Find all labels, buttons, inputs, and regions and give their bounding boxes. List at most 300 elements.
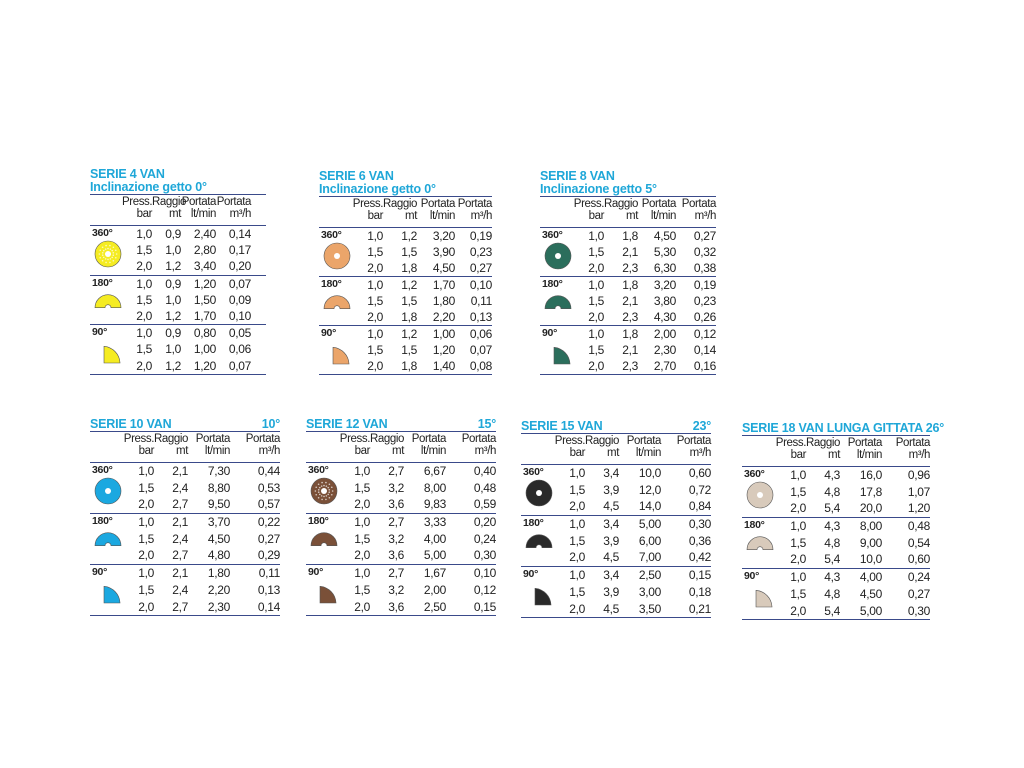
cell-press: 2,0 xyxy=(569,601,585,616)
angle-group xyxy=(540,276,716,325)
nozzle-180-icon xyxy=(323,287,351,315)
nozzle-dot xyxy=(115,249,117,251)
cell-portata-m3: 0,17 xyxy=(228,243,251,258)
cell-raggio: 4,3 xyxy=(824,468,840,482)
table-row xyxy=(306,565,496,582)
cell-press: 1,0 xyxy=(354,566,370,581)
cell-portata-lt: 12,0 xyxy=(638,482,661,497)
cell-press: 2,0 xyxy=(367,359,383,373)
cell-portata-lt: 1,70 xyxy=(432,278,455,292)
cell-press: 1,0 xyxy=(790,519,806,534)
nozzle-dot xyxy=(105,245,107,247)
angle-group xyxy=(319,276,492,325)
table-title xyxy=(306,418,496,431)
cell-portata-lt: 1,67 xyxy=(423,566,446,581)
nozzle-dot xyxy=(105,248,107,250)
nozzle-shape xyxy=(320,586,336,603)
cell-press: 2,0 xyxy=(138,548,154,563)
nozzle-dot xyxy=(318,489,320,491)
cell-portata-m3: 0,20 xyxy=(228,259,251,274)
table-header xyxy=(90,431,280,462)
cell-portata-m3: 0,84 xyxy=(688,499,711,514)
column-header: Portata m³/h xyxy=(457,198,492,222)
nozzle-dot xyxy=(103,257,105,259)
cell-raggio: 3,9 xyxy=(603,533,619,548)
cell-portata-lt: 3,50 xyxy=(638,601,661,616)
nozzle-image xyxy=(533,585,555,612)
cell-press: 1,5 xyxy=(569,533,585,548)
nozzle-dot xyxy=(327,487,329,489)
cell-press: 1,5 xyxy=(588,343,604,357)
cell-portata-m3: 0,10 xyxy=(473,566,496,581)
cell-portata-m3: 0,20 xyxy=(473,515,496,530)
series-name: SERIE 8 VAN xyxy=(540,169,615,183)
column-header: Press. bar xyxy=(122,196,153,220)
column-header: Portata m³/h xyxy=(461,433,496,457)
nozzle-dot xyxy=(99,257,101,259)
cell-portata-m3: 0,38 xyxy=(693,261,716,275)
column-header: Press. bar xyxy=(573,198,604,222)
cell-portata-lt: 1,00 xyxy=(193,342,216,357)
cell-portata-lt: 20,0 xyxy=(859,501,882,516)
nozzle-360-icon xyxy=(525,479,553,507)
nozzle-dot xyxy=(115,257,117,259)
column-header: Press. bar xyxy=(352,198,383,222)
cell-portata-m3: 0,40 xyxy=(473,464,496,478)
table-row xyxy=(540,326,716,342)
column-header: Raggio mt xyxy=(604,198,639,222)
cell-raggio: 3,2 xyxy=(388,531,404,546)
cell-press: 2,0 xyxy=(136,259,152,274)
cell-raggio: 2,1 xyxy=(622,343,638,357)
cell-raggio: 2,7 xyxy=(388,464,404,478)
angle-group xyxy=(306,564,496,616)
nozzle-dot xyxy=(318,491,320,493)
angle-group xyxy=(540,227,716,276)
cell-portata-lt: 2,00 xyxy=(653,327,676,341)
nozzle-center-hole xyxy=(536,490,542,496)
cell-press: 1,0 xyxy=(354,515,370,530)
cell-raggio: 2,7 xyxy=(388,515,404,530)
cell-raggio: 3,6 xyxy=(388,548,404,563)
table-title xyxy=(521,420,711,433)
cell-raggio: 2,4 xyxy=(172,480,188,495)
cell-press: 1,0 xyxy=(367,278,383,292)
cell-portata-lt: 8,00 xyxy=(859,519,882,534)
cell-raggio: 2,1 xyxy=(622,245,638,259)
cell-raggio: 1,8 xyxy=(401,359,417,373)
angle-label: 180° xyxy=(744,519,765,532)
column-header xyxy=(90,196,122,225)
nozzle-image xyxy=(323,287,351,320)
nozzle-360-icon xyxy=(544,242,572,270)
cell-portata-lt: 4,30 xyxy=(653,310,676,324)
cell-portata-m3: 0,19 xyxy=(469,229,492,243)
nozzle-dot xyxy=(107,248,109,250)
nozzle-dot xyxy=(315,490,317,492)
nozzle-dot xyxy=(102,254,104,256)
cell-portata-m3: 1,07 xyxy=(907,484,930,499)
cell-raggio: 2,3 xyxy=(622,261,638,275)
column-header xyxy=(540,198,572,227)
nozzle-image xyxy=(94,286,122,319)
nozzle-90-icon xyxy=(318,583,340,605)
cell-press: 1,5 xyxy=(367,343,383,357)
angle-group xyxy=(319,227,492,276)
column-header: Portata lt/min xyxy=(420,198,455,222)
nozzle-image xyxy=(746,481,774,514)
nozzle-dot xyxy=(319,494,321,496)
cell-portata-lt: 6,30 xyxy=(653,261,676,275)
cell-portata-m3: 0,30 xyxy=(907,603,930,618)
nozzle-image xyxy=(552,344,574,371)
cell-raggio: 2,3 xyxy=(622,359,638,373)
cell-raggio: 1,5 xyxy=(401,294,417,308)
angle-group xyxy=(90,225,266,275)
nozzle-dot xyxy=(323,485,325,487)
nozzle-dot xyxy=(328,491,330,493)
cell-raggio: 5,4 xyxy=(824,501,840,516)
nozzle-dot xyxy=(111,250,113,252)
cell-portata-m3: 0,18 xyxy=(688,584,711,599)
cell-press: 1,0 xyxy=(790,570,806,585)
cell-portata-m3: 0,57 xyxy=(257,497,280,512)
nozzle-dot xyxy=(323,496,325,498)
table-s6 xyxy=(319,170,492,375)
cell-press: 1,5 xyxy=(588,245,604,259)
cell-portata-lt: 5,00 xyxy=(638,517,661,532)
cell-raggio: 1,5 xyxy=(401,343,417,357)
cell-press: 1,0 xyxy=(136,227,152,241)
column-header: Portata m³/h xyxy=(681,198,716,222)
angle-label: 360° xyxy=(744,468,765,480)
cell-portata-m3: 0,54 xyxy=(907,535,930,550)
cell-raggio: 1,8 xyxy=(622,229,638,243)
cell-portata-m3: 0,14 xyxy=(693,343,716,357)
cell-portata-lt: 4,50 xyxy=(207,531,230,546)
cell-raggio: 1,8 xyxy=(622,327,638,341)
cell-portata-lt: 9,00 xyxy=(859,535,882,550)
nozzle-90-icon xyxy=(102,583,124,605)
series-name: SERIE 6 VAN xyxy=(319,169,394,183)
column-header: Portata lt/min xyxy=(626,435,661,459)
cell-raggio: 2,4 xyxy=(172,531,188,546)
angle-group xyxy=(306,462,496,513)
nozzle-shape xyxy=(104,586,120,603)
cell-portata-m3: 0,10 xyxy=(228,308,251,323)
nozzle-360-icon xyxy=(94,240,122,268)
cell-portata-lt: 1,80 xyxy=(207,566,230,581)
cell-portata-lt: 8,00 xyxy=(423,480,446,495)
column-header xyxy=(521,435,553,464)
angle-group xyxy=(90,324,266,375)
cell-portata-lt: 4,50 xyxy=(653,229,676,243)
cell-raggio: 0,9 xyxy=(165,276,181,291)
series-name: SERIE 10 VAN xyxy=(90,417,172,431)
angle-label: 360° xyxy=(321,229,342,241)
nozzle-dot xyxy=(315,486,317,488)
cell-portata-m3: 0,24 xyxy=(473,531,496,546)
cell-raggio: 4,5 xyxy=(603,550,619,565)
cell-press: 1,0 xyxy=(354,464,370,478)
cell-press: 1,5 xyxy=(569,584,585,599)
column-header xyxy=(742,437,774,466)
nozzle-dot xyxy=(111,257,113,259)
nozzle-dot xyxy=(116,253,118,255)
nozzle-dot xyxy=(319,487,321,489)
cell-portata-m3: 0,59 xyxy=(473,497,496,512)
nozzle-center-hole xyxy=(334,253,340,259)
angle-group xyxy=(742,466,930,517)
cell-portata-lt: 7,30 xyxy=(207,464,230,478)
nozzle-dot xyxy=(332,490,334,492)
nozzle-90-icon xyxy=(331,344,353,366)
nozzle-dot xyxy=(328,489,330,491)
cell-portata-lt: 14,0 xyxy=(638,499,661,514)
table-s8 xyxy=(540,170,716,375)
cell-press: 1,5 xyxy=(136,292,152,307)
cell-raggio: 3,6 xyxy=(388,599,404,614)
cell-portata-m3: 0,12 xyxy=(473,582,496,597)
cell-raggio: 2,7 xyxy=(172,548,188,563)
cell-portata-m3: 0,96 xyxy=(907,468,930,482)
angle-label: 90° xyxy=(308,566,323,579)
cell-portata-lt: 1,50 xyxy=(193,292,216,307)
cell-press: 1,5 xyxy=(136,342,152,357)
cell-press: 1,5 xyxy=(367,294,383,308)
cell-raggio: 1,8 xyxy=(622,278,638,292)
angle-group xyxy=(306,513,496,564)
cell-portata-m3: 0,53 xyxy=(257,480,280,495)
cell-portata-lt: 2,00 xyxy=(423,582,446,597)
nozzle-dot xyxy=(321,485,323,487)
cell-press: 1,5 xyxy=(790,586,806,601)
table-row xyxy=(521,567,711,584)
nozzle-dot xyxy=(331,486,333,488)
table-row xyxy=(742,569,930,586)
cell-portata-m3: 0,44 xyxy=(257,464,280,478)
cell-portata-m3: 0,26 xyxy=(693,310,716,324)
nozzle-dot xyxy=(113,260,115,262)
cell-press: 2,0 xyxy=(588,359,604,373)
nozzle-shape xyxy=(535,588,551,605)
cell-portata-m3: 0,27 xyxy=(693,229,716,243)
cell-press: 1,0 xyxy=(367,327,383,341)
cell-portata-m3: 0,36 xyxy=(688,533,711,548)
angle-group xyxy=(521,464,711,515)
cell-press: 2,0 xyxy=(790,552,806,567)
nozzle-dot xyxy=(102,252,104,254)
cell-press: 1,0 xyxy=(138,515,154,530)
nozzle-dot xyxy=(327,494,329,496)
cell-portata-lt: 2,20 xyxy=(432,310,455,324)
nozzle-image xyxy=(525,479,553,512)
cell-raggio: 1,2 xyxy=(401,278,417,292)
nozzle-dot xyxy=(331,494,333,496)
cell-press: 1,0 xyxy=(138,464,154,478)
cell-portata-lt: 0,80 xyxy=(193,326,216,341)
cell-portata-lt: 2,30 xyxy=(207,599,230,614)
nozzle-180-icon xyxy=(94,286,122,314)
cell-portata-m3: 0,16 xyxy=(693,359,716,373)
nozzle-90-icon xyxy=(102,343,124,365)
cell-raggio: 0,9 xyxy=(165,326,181,341)
cell-press: 1,5 xyxy=(354,480,370,495)
cell-portata-lt: 5,00 xyxy=(423,548,446,563)
cell-press: 1,0 xyxy=(569,466,585,480)
nozzle-image xyxy=(102,583,124,610)
angle-label: 90° xyxy=(92,566,107,579)
cell-portata-m3: 0,30 xyxy=(473,548,496,563)
angle-label: 90° xyxy=(523,568,538,581)
cell-portata-lt: 2,50 xyxy=(638,568,661,583)
cell-portata-lt: 4,50 xyxy=(432,261,455,275)
nozzle-90-icon xyxy=(754,587,776,609)
nozzle-180-icon xyxy=(746,528,774,556)
cell-raggio: 1,2 xyxy=(165,259,181,274)
cell-portata-lt: 3,80 xyxy=(653,294,676,308)
cell-portata-m3: 0,72 xyxy=(688,482,711,497)
cell-portata-m3: 0,11 xyxy=(258,566,280,581)
cell-portata-lt: 16,0 xyxy=(859,468,882,482)
angle-label: 180° xyxy=(92,276,113,289)
cell-portata-m3: 0,29 xyxy=(257,548,280,563)
nozzle-shape xyxy=(311,533,337,546)
column-header: Portata m³/h xyxy=(676,435,711,459)
cell-portata-m3: 0,12 xyxy=(693,327,716,341)
cell-press: 2,0 xyxy=(790,501,806,516)
nozzle-dot xyxy=(107,259,109,261)
cell-raggio: 3,9 xyxy=(603,584,619,599)
nozzle-dot xyxy=(105,258,107,260)
cell-portata-m3: 0,14 xyxy=(228,227,251,241)
cell-portata-m3: 0,10 xyxy=(469,278,492,292)
nozzle-dot xyxy=(326,495,328,497)
nozzle-image xyxy=(544,242,572,275)
angle-label: 180° xyxy=(542,278,563,290)
cell-portata-lt: 4,80 xyxy=(207,548,230,563)
nozzle-image xyxy=(331,344,353,371)
cell-press: 2,0 xyxy=(569,550,585,565)
cell-portata-lt: 17,8 xyxy=(859,484,882,499)
cell-press: 2,0 xyxy=(138,497,154,512)
angle-group xyxy=(742,568,930,620)
table-header xyxy=(319,196,492,227)
nozzle-dot xyxy=(321,499,323,501)
cell-portata-lt: 3,70 xyxy=(207,515,230,530)
table-s12 xyxy=(306,418,496,616)
column-header: Raggio mt xyxy=(806,437,841,461)
nozzle-center-hole xyxy=(105,488,111,494)
column-header: Portata m³/h xyxy=(216,196,251,220)
angle-label: 360° xyxy=(523,466,544,478)
angle-label: 90° xyxy=(92,326,107,339)
cell-raggio: 3,4 xyxy=(603,517,619,532)
cell-press: 1,5 xyxy=(790,535,806,550)
table-header xyxy=(742,435,930,466)
cell-raggio: 5,4 xyxy=(824,603,840,618)
cell-press: 1,5 xyxy=(138,582,154,597)
cell-raggio: 2,1 xyxy=(172,464,188,478)
table-row xyxy=(90,325,266,341)
cell-press: 2,0 xyxy=(354,599,370,614)
cell-press: 2,0 xyxy=(354,548,370,563)
nozzle-center-hole xyxy=(321,488,327,494)
column-header: Portata lt/min xyxy=(181,196,216,220)
cell-portata-lt: 1,40 xyxy=(432,359,455,373)
cell-raggio: 1,2 xyxy=(401,327,417,341)
nozzle-dot xyxy=(329,497,331,499)
column-header: Press. bar xyxy=(775,437,806,461)
cell-portata-lt: 6,00 xyxy=(638,533,661,548)
nozzle-360-icon xyxy=(323,242,351,270)
table-row xyxy=(319,326,492,342)
cell-portata-lt: 3,40 xyxy=(193,259,216,274)
cell-portata-m3: 1,20 xyxy=(907,501,930,516)
cell-portata-m3: 0,06 xyxy=(469,327,492,341)
nozzle-shape xyxy=(324,296,350,309)
cell-press: 1,5 xyxy=(367,245,383,259)
cell-portata-lt: 3,00 xyxy=(638,584,661,599)
nozzle-dot xyxy=(321,482,323,484)
nozzle-dot xyxy=(105,262,107,264)
series-name: SERIE 18 VAN LUNGA GITTATA 26° xyxy=(742,421,945,435)
nozzle-dot xyxy=(103,250,105,252)
cell-raggio: 2,7 xyxy=(172,497,188,512)
cell-portata-lt: 7,00 xyxy=(638,550,661,565)
table-header xyxy=(90,194,266,225)
cell-raggio: 3,4 xyxy=(603,568,619,583)
nozzle-dot xyxy=(112,252,114,254)
table-header xyxy=(306,431,496,462)
cell-portata-m3: 0,15 xyxy=(473,599,496,614)
cell-portata-lt: 5,00 xyxy=(859,603,882,618)
nozzle-dot xyxy=(318,483,320,485)
cell-raggio: 4,5 xyxy=(603,499,619,514)
cell-press: 2,0 xyxy=(354,497,370,512)
nozzle-image xyxy=(318,583,340,610)
nozzle-dot xyxy=(102,246,104,248)
angle-group xyxy=(90,462,280,513)
cell-raggio: 4,8 xyxy=(824,586,840,601)
cell-press: 2,0 xyxy=(588,310,604,324)
nozzle-dot xyxy=(109,245,111,247)
nozzle-shape xyxy=(333,347,349,364)
nozzle-image xyxy=(525,526,553,559)
angle-group xyxy=(521,515,711,566)
cell-press: 1,0 xyxy=(569,517,585,532)
nozzle-dot xyxy=(315,494,317,496)
cell-portata-m3: 0,07 xyxy=(228,358,251,373)
column-header: Portata lt/min xyxy=(641,198,676,222)
nozzle-shape xyxy=(545,296,571,309)
cell-raggio: 1,2 xyxy=(165,358,181,373)
cell-portata-lt: 2,50 xyxy=(423,599,446,614)
cell-press: 1,5 xyxy=(354,531,370,546)
cell-portata-m3: 0,19 xyxy=(693,278,716,292)
nozzle-180-icon xyxy=(94,524,122,552)
cell-portata-m3: 0,07 xyxy=(228,276,251,291)
table-subtitle: Inclinazione getto 0° xyxy=(90,180,207,194)
angle-group xyxy=(90,564,280,616)
series-name: SERIE 15 VAN xyxy=(521,419,603,433)
cell-raggio: 2,3 xyxy=(622,310,638,324)
angle-group xyxy=(540,325,716,375)
cell-press: 1,5 xyxy=(354,582,370,597)
table-title xyxy=(90,418,280,431)
table-s10 xyxy=(90,418,280,616)
cell-raggio: 2,1 xyxy=(172,515,188,530)
